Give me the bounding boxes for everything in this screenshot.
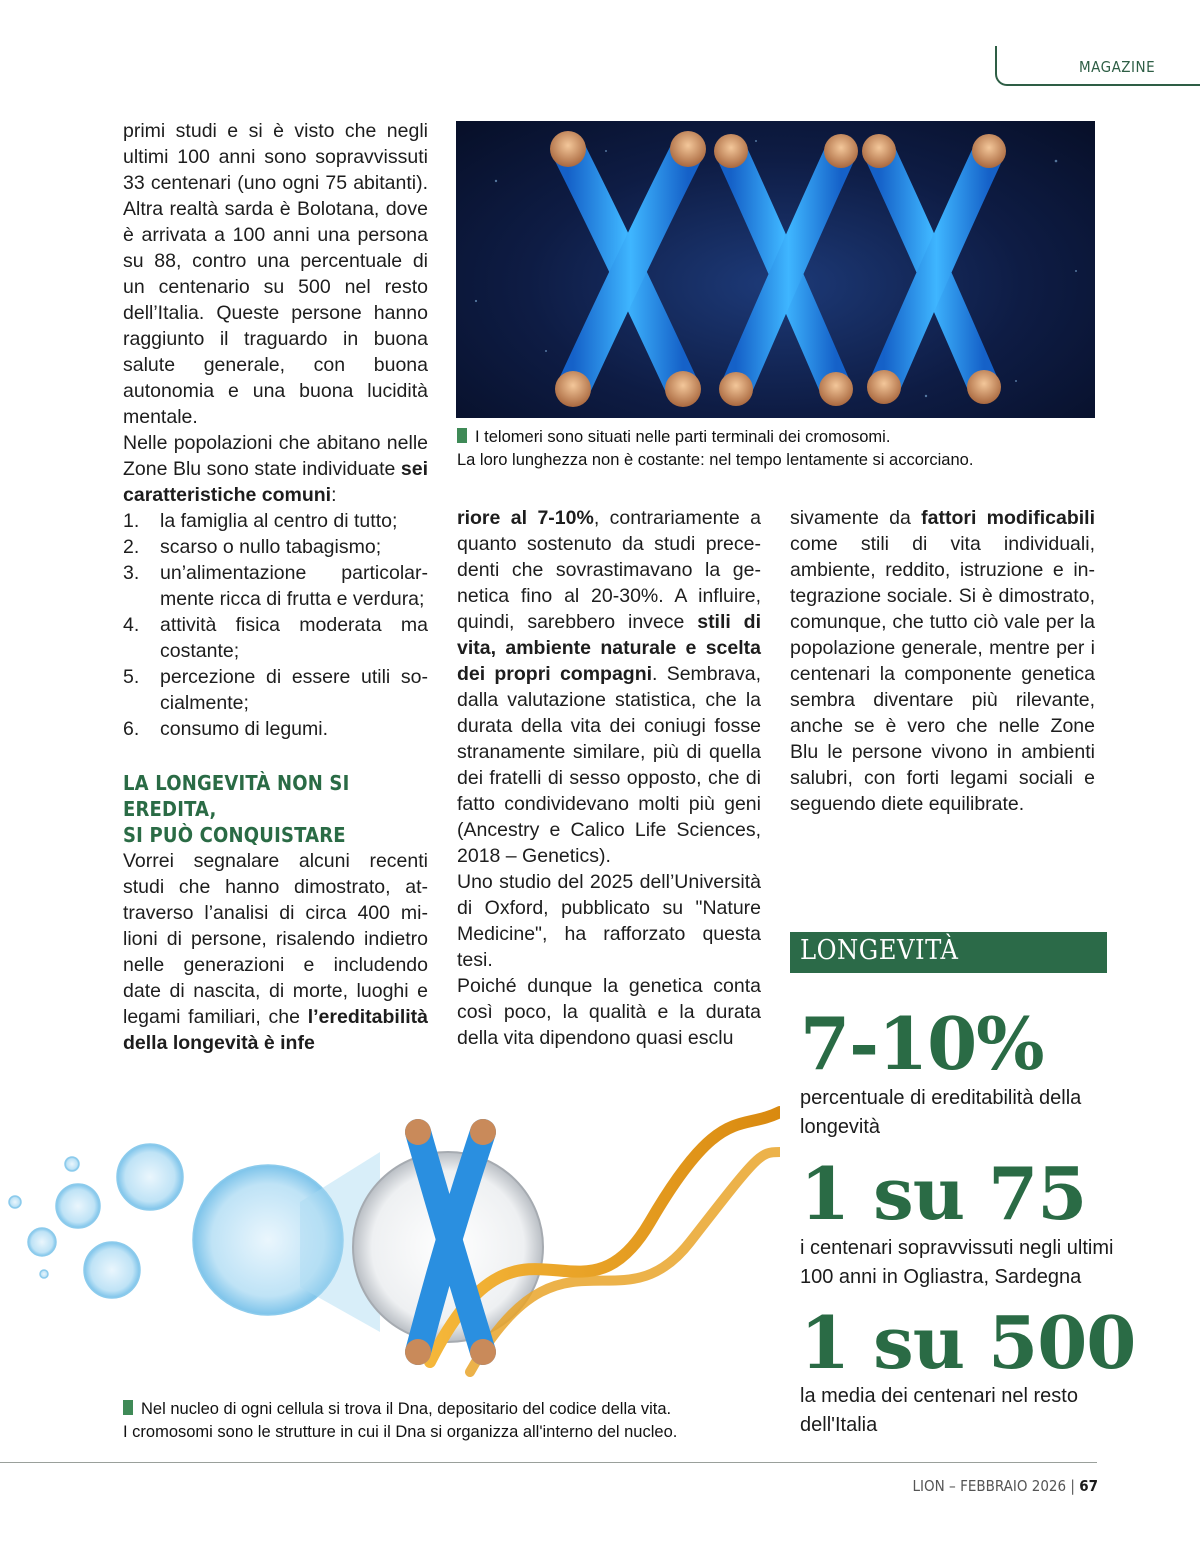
- stat-label: percentuale di ereditabilità della longevità: [800, 1087, 1082, 1138]
- page-footer: [900, 1477, 1098, 1495]
- bold-segment: fattori modificabili: [921, 507, 1095, 529]
- poiche-paragraph: Poiché dunque la genetica conta così poco, la qualità e la durata della vita dipendono quasi esclu: [457, 975, 761, 1049]
- list-text: un’alimentazione particolarmente ricca di frutta e verdura;: [160, 562, 428, 610]
- zones-paragraph: [123, 430, 428, 508]
- text-column-3: [790, 505, 1095, 817]
- section-label: MAGAZINE: [1079, 58, 1156, 76]
- list-text: scarso o nullo tabagismo;: [160, 536, 382, 558]
- page-number: 67: [1079, 1477, 1098, 1495]
- text-column-1: [123, 118, 428, 1056]
- bold-segment: riore al 7-10%: [457, 507, 594, 529]
- studies-bold: l’ereditabilità della longevità è infe: [123, 1006, 428, 1054]
- caption-line-2: I cromosomi sono le strutture in cui il Dna si organizza all'interno del nucleo.: [123, 1423, 678, 1441]
- caption-line-2: La loro lunghezza non è costante: nel tempo lentamente si accorciano.: [457, 451, 974, 469]
- list-number: 4.: [123, 614, 140, 636]
- heritability-paragraph: [457, 505, 761, 869]
- zones-bold: sei caratteristiche comuni: [123, 458, 428, 506]
- intro-paragraph: primi studi e si è visto che negli ultimi 100 anni sono sopravvissuti 33 centenari (uno ogni 75 abitanti). Altra realtà sarda è Bolotana, dove è arrivata a 100 anni una persona su 88, contro una percentuale di un centenario su 500 nel resto dell’Italia. Queste persone hanno raggiunto il traguardo in buona salute generale, con buona autonomia e una buona lucidità mentale.: [123, 120, 428, 428]
- heading-line-1: LA LONGEVITÀ NON SI EREDITA,: [123, 771, 350, 821]
- stat-value: 1 su 75: [800, 1151, 1087, 1236]
- stat-value: 1 su 500: [800, 1300, 1136, 1385]
- bold-segment: stili di vita, ambiente naturale e scelta dei propri compagni: [457, 611, 761, 685]
- section-heading: [123, 770, 428, 848]
- stats-box-title: [790, 932, 1107, 973]
- stat-label: i centenari sopravvissuti negli ultimi 100 anni in Ogliastra, Sardegna: [800, 1237, 1114, 1288]
- studies-text: Vorrei segnalare alcuni recenti studi che hanno dimostrato, attraverso l’analisi di circa 400 milioni di persone, risalendo indietro nelle generazioni e includendo date di nascita, di morte, luoghi e legami familiari, che: [123, 850, 428, 1028]
- list-item: [123, 534, 428, 560]
- list-text: consumo di legumi.: [160, 718, 328, 740]
- green-square-icon: [457, 428, 467, 443]
- magazine-section-tab: [995, 46, 1200, 86]
- green-square-icon: [123, 1400, 133, 1415]
- text-segment: . Sembrava, dalla valutazione statistica, che la durata della vita dei coniugi fosse stranamente similare, più di quella dei fratelli di sesso opposto, che di fatto condividevano molti più geni (Ancestry e Calico Life Sciences, 2018 – Genetics).: [457, 663, 761, 867]
- chromosome-illustration: [456, 121, 1095, 418]
- cell-dna-illustration: [0, 1092, 780, 1392]
- dna-cell-graphic: [0, 1092, 780, 1392]
- list-item: [123, 560, 428, 612]
- zones-text: Nelle popolazioni che abitano nelle Zone Blu sono state individuate: [123, 432, 428, 480]
- traits-list: [123, 508, 428, 742]
- caption-line-1: I telomeri sono situati nelle parti terminali dei cromosomi.: [475, 428, 891, 446]
- stat-value: 7-10%: [800, 1001, 1044, 1086]
- list-item: [123, 664, 428, 716]
- chromosome-photo: [456, 121, 1095, 418]
- text-segment: sivamente da: [790, 507, 922, 529]
- heading-line-2: SI PUÒ CONQUISTARE: [123, 823, 346, 847]
- list-text: la famiglia al centro di tutto;: [160, 510, 398, 532]
- factors-paragraph: [790, 505, 1095, 817]
- list-number: 5.: [123, 666, 140, 688]
- list-text: percezione di essere utili socialmente;: [160, 666, 428, 714]
- list-number: 1.: [123, 510, 140, 532]
- studies-paragraph: [123, 848, 428, 1056]
- text-column-2: [457, 505, 761, 1051]
- text-segment: come stili di vita individuali, ambiente, reddito, istruzione e integrazione sociale. Si è dimostrato, comunque, che tutto ciò vale per la popolazione generale, mentre per i centenari la componente genetica sembra diventare più rilevante, anche se è vero che nelle Zone Blu le persone vivono in ambienti salubri, con forti legami sociali e seguendo diete equilibrate.: [790, 533, 1095, 815]
- zones-colon: :: [331, 484, 337, 506]
- bottom-illustration-caption: [123, 1398, 783, 1444]
- stats-title-text: LONGEVITÀ: [800, 935, 959, 966]
- list-item: [123, 716, 428, 742]
- list-item: [123, 612, 428, 664]
- list-number: 2.: [123, 536, 140, 558]
- issue-label: LION – FEBBRAIO 2026 |: [912, 1477, 1075, 1495]
- stat-label: la media dei centenari nel resto dell'Italia: [800, 1385, 1078, 1436]
- list-item: [123, 508, 428, 534]
- footer-divider: [0, 1462, 1097, 1463]
- list-number: 3.: [123, 562, 140, 584]
- caption-line-1: Nel nucleo di ogni cellula si trova il Dna, depositario del codice della vita.: [141, 1400, 672, 1418]
- list-text: attività fisica moderata ma costante;: [160, 614, 428, 662]
- oxford-paragraph: Uno studio del 2025 dell’Università di Oxford, pubblicato su "Nature Medicine", ha rafforzato questa tesi.: [457, 871, 761, 971]
- top-photo-caption: [457, 426, 1097, 472]
- list-number: 6.: [123, 718, 140, 740]
- text-segment: , contrariamente a quanto sostenuto da studi precedenti che sovrastimavano la genetica fino al 20-30%. A influire, quindi, sarebbero invece: [457, 507, 761, 633]
